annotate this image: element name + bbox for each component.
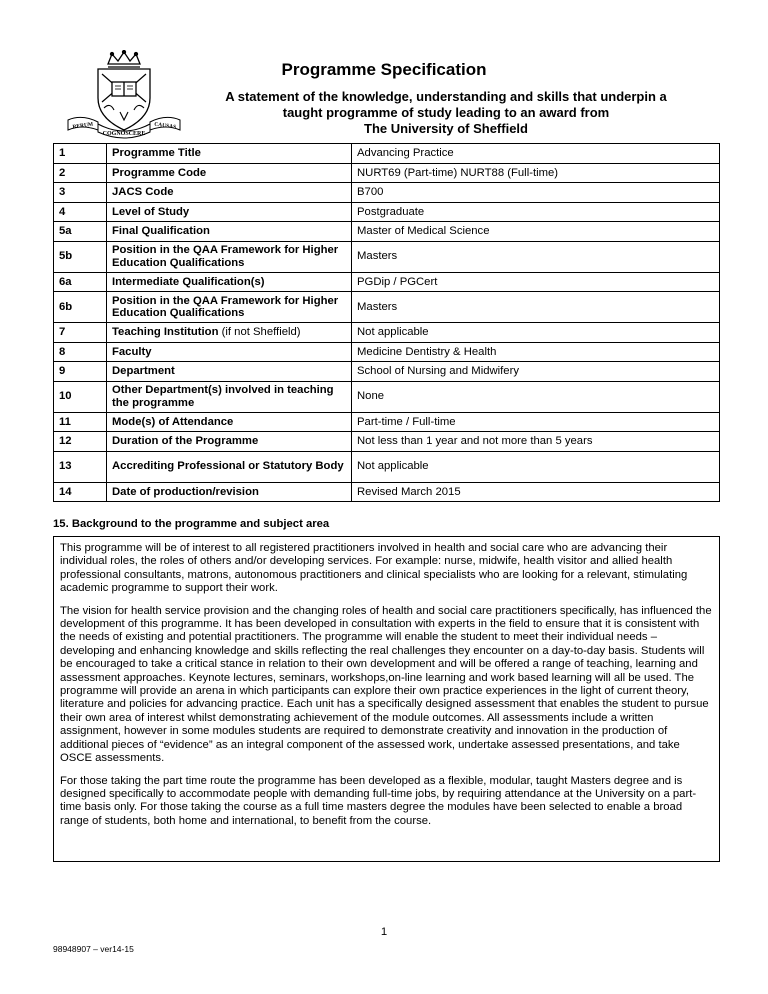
row-label-suffix: (if not Sheffield): [221, 326, 301, 338]
row-number: 8: [54, 342, 107, 362]
document-subtitle: [186, 89, 706, 137]
table-row: [54, 292, 720, 323]
page-number: 1: [380, 926, 388, 938]
table-row: [54, 272, 720, 292]
row-label: Position in the QAA Framework for Higher Education Qualifications: [107, 292, 352, 323]
row-label-main: Teaching Institution: [112, 326, 219, 338]
row-value: PGDip / PGCert: [352, 272, 720, 292]
background-text-box: [53, 536, 720, 862]
paragraph: This programme will be of interest to all registered practitioners involved in health and social care who are advancing their individual roles, the roles of others and/or developing services. For example: nurse, midwife, health visitor and allied health professional consultants, matrons, autonomous practitioners and clinical specialists who are looking for a relevant, stimulating academic programme to support their work.: [60, 542, 688, 595]
row-number: 9: [54, 362, 107, 382]
table-row: [54, 381, 720, 412]
table-row: [54, 241, 720, 272]
subtitle-line: The University of Sheffield: [364, 121, 528, 136]
row-label: Programme Code: [107, 163, 352, 183]
row-value: Medicine Dentistry & Health: [352, 342, 720, 362]
paragraph: For those taking the part time route the programme has been developed as a flexible, modular, taught Masters degree and is designed specifically to accommodate people with demanding full-time jobs, by requiring attendance at the University on a part-time basis only. For those taking the course as a full time masters degree the modules have been selected to enable a broad range of students, both home and international, to benefit from the course.: [60, 774, 697, 827]
row-number: 5a: [54, 222, 107, 242]
row-number: 7: [54, 323, 107, 343]
row-label: Position in the QAA Framework for Higher Education Qualifications: [107, 241, 352, 272]
row-label: Mode(s) of Attendance: [107, 412, 352, 432]
row-number: 10: [54, 381, 107, 412]
row-number: 1: [54, 144, 107, 164]
programme-spec-table: [53, 143, 720, 502]
section-15-heading: 15. Background to the programme and subject area: [53, 518, 330, 530]
row-number: 4: [54, 202, 107, 222]
table-row: [54, 412, 720, 432]
row-value: B700: [352, 183, 720, 203]
row-number: 14: [54, 482, 107, 502]
row-label: Level of Study: [107, 202, 352, 222]
table-row: [54, 222, 720, 242]
row-label: [107, 323, 352, 343]
document-title: Programme Specification: [281, 60, 487, 79]
row-value: Masters: [352, 241, 720, 272]
table-row: [54, 362, 720, 382]
row-label: Faculty: [107, 342, 352, 362]
motto-right-text: CAUSAS: [153, 121, 177, 131]
row-value: School of Nursing and Midwifery: [352, 362, 720, 382]
table-row: [54, 342, 720, 362]
row-value: Master of Medical Science: [352, 222, 720, 242]
subtitle-line: A statement of the knowledge, understanding and skills that underpin a: [225, 89, 667, 104]
row-value: Part-time / Full-time: [352, 412, 720, 432]
row-label: Intermediate Qualification(s): [107, 272, 352, 292]
row-number: 6b: [54, 292, 107, 323]
row-label: Accrediting Professional or Statutory Body: [107, 451, 352, 482]
row-number: 13: [54, 451, 107, 482]
row-number: 12: [54, 432, 107, 452]
row-number: 5b: [54, 241, 107, 272]
row-value: Not applicable: [352, 323, 720, 343]
row-value: Revised March 2015: [352, 482, 720, 502]
row-label: Duration of the Programme: [107, 432, 352, 452]
row-value: Masters: [352, 292, 720, 323]
motto-left-text: RERUM: [72, 121, 94, 131]
paragraph: The vision for health service provision and the changing roles of health and social care practitioners specifically, has influenced the development of this programme. It has been developed in consultation with experts in the field to ensure that it is consistent with the needs of existing and potential practitioners. The programme will enable the student to meet their individual needs – developing and enhancing knowledge and skills reflecting the real challenges they encounter on a day-to-day basis. Students will be encouraged to take a critical stance in relation to their own development and will be offered a range of teaching, learning and assessment approaches. Keynote lectures, seminars, workshops,on-line learning and work based learning will all be used. The programme will provide an arena in which participants can explore their own practice experiences in the light of current theory, literature and policies for advancing practice. Each unit has a specifically designed assessment that enables the student to pursue their own area of interest whilst demonstrating achievement of the module outcomes. All assessments include a written assignment, however in some modules students are required to demonstrate creativity and innovation in the production of additional pieces of “evidence” as an integral component of the assessed work, undertake assessed presentations, and take OSCE assessments.: [60, 604, 712, 765]
row-value: Postgraduate: [352, 202, 720, 222]
row-label: Other Department(s) involved in teaching the programme: [107, 381, 352, 412]
row-number: 6a: [54, 272, 107, 292]
table-row: [54, 323, 720, 343]
row-label: Date of production/revision: [107, 482, 352, 502]
row-number: 2: [54, 163, 107, 183]
row-value: Not less than 1 year and not more than 5 years: [352, 432, 720, 452]
row-number: 11: [54, 412, 107, 432]
subtitle-line: taught programme of study leading to an award from: [282, 105, 610, 120]
table-row: [54, 482, 720, 502]
row-value: Advancing Practice: [352, 144, 720, 164]
row-label: Programme Title: [107, 144, 352, 164]
row-number: 3: [54, 183, 107, 203]
row-label: Department: [107, 362, 352, 382]
row-value: None: [352, 381, 720, 412]
table-row: [54, 163, 720, 183]
table-row: [54, 432, 720, 452]
table-row: [54, 202, 720, 222]
row-label: Final Qualification: [107, 222, 352, 242]
table-row: [54, 144, 720, 164]
document-id: 98948907 – ver14-15: [53, 944, 134, 954]
table-row: [54, 183, 720, 203]
row-value: NURT69 (Part-time) NURT88 (Full-time): [352, 163, 720, 183]
table-row: [54, 451, 720, 482]
row-label: JACS Code: [107, 183, 352, 203]
row-value: Not applicable: [352, 451, 720, 482]
motto-center-text: COGNOSCERE: [102, 131, 146, 137]
